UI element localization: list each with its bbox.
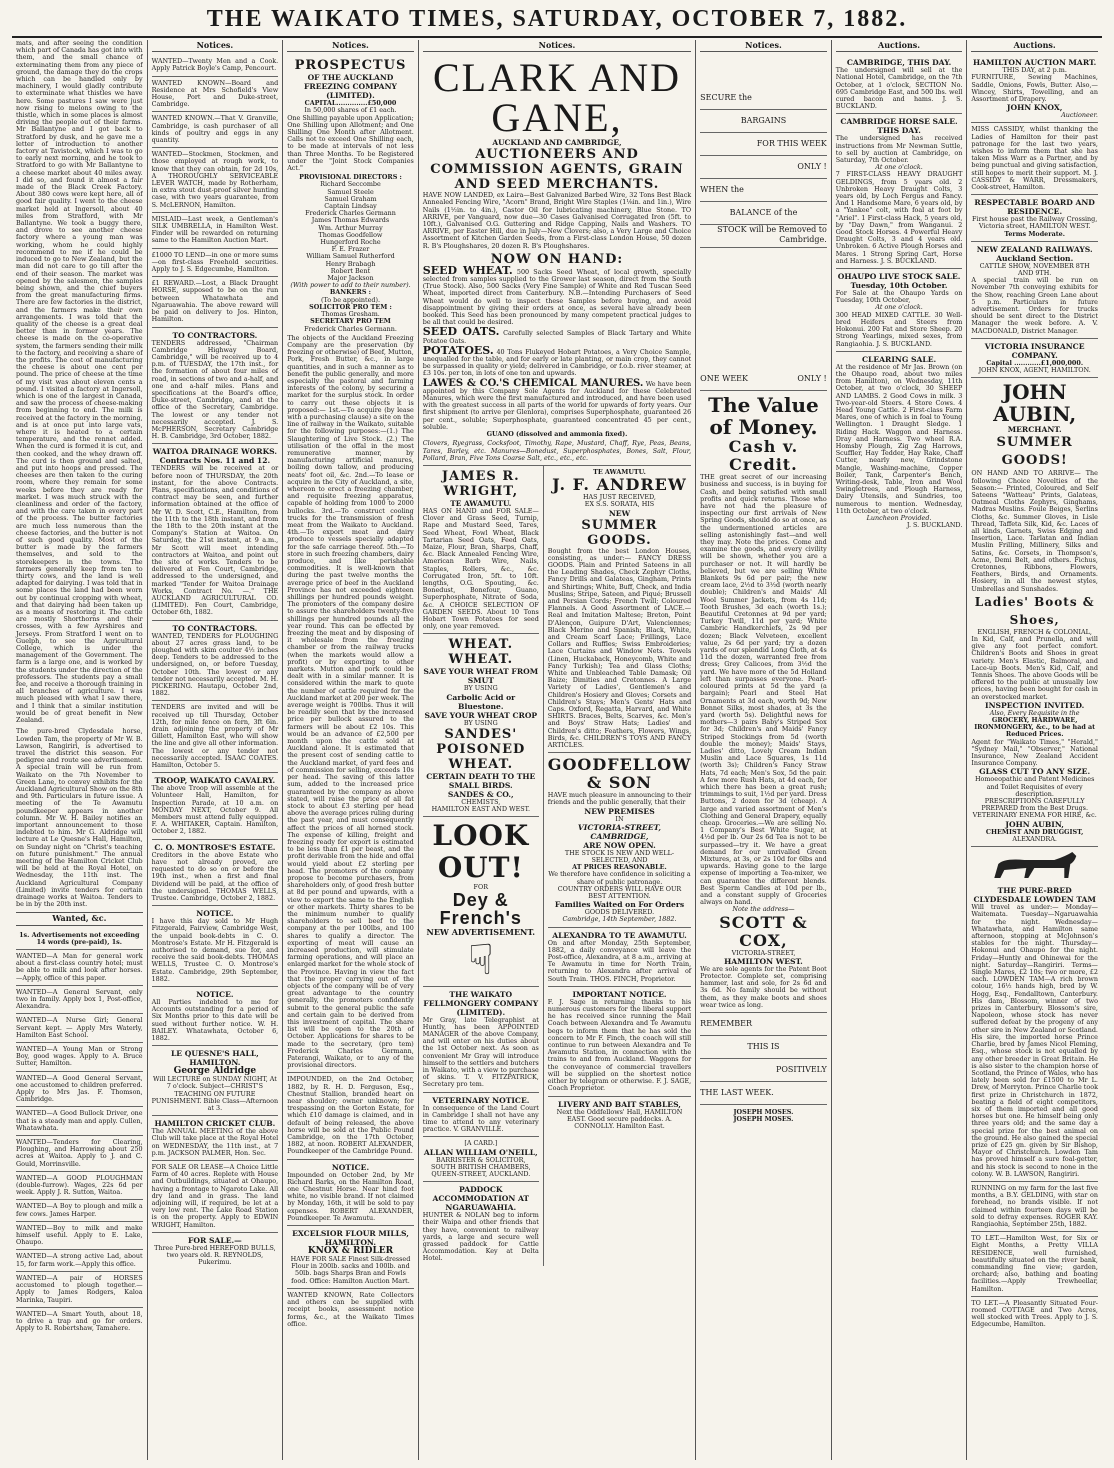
running-text: RUNNING on my farm for the last five months, a B.Y. GELDING, with star on forehead, no brands visible. If not claimed within fourteen days will be sold to defray expenses. ROGER KAY. Rangiaohia, September 25th, 1882. [971,1182,1098,1232]
rail-show: CATTLE SHOW, NOVEMBER 8TH AND 9TH. [979,261,1090,278]
andrew-summer: SUMMER GOODS. [581,517,658,548]
auctioneer: Auctioneer. [1061,111,1098,120]
wanted-ad: WANTED—A Good Bullock Driver, one that is a steady man and apply. Cullen, Whatawhata. [16,1107,143,1136]
premises-street: VICTORIA-STREET, CAMBRIDGE, [577,822,662,841]
livery-heading: LIVERY AND BAIT STABLES, [558,1099,681,1109]
boots-heading: Ladies' Boots & Shoes, [974,594,1095,627]
forsale-heading: FOR SALE.— [188,1235,242,1245]
director: Thomas Goodfellow [318,230,383,239]
cambridge-text: The undersigned will sell at the National Hotel, Cambridge, on the 7th October, at 1 o'clock, SECTION No. 695 Cambridge East, and 500 lbs. well cured bacon and hams. J. S. BUCKLAND. [835,66,963,111]
wheat-by-2: BY USING [463,718,498,727]
column-1 [12,40,148,1460]
forsale-text: Three Pure-bred HEREFORD BULLS, two years old. R. REYNOLDS, Pukerimu. [154,1243,276,1267]
column-7 [967,40,1102,1460]
mart-day: THIS DAY, at 2 p.m. [1002,66,1067,75]
solicitor-heading: SOLICITOR PRO TEM : [309,302,392,311]
knox-heading: KNOX & RIDLER [307,1246,394,1257]
director: Wm. Arthur Murray [318,223,383,232]
guano: GUANO (dissolved and ammonia fixed). [486,430,628,439]
waitoa-text: TENDERS will be received at or before noon of THURSDAY, the 20th instant, for the above Contracts. Plans, specifications, and conditions of contract may be seen, and further information obtained at the office of Mr W. D. Scott, C.E., Hamilton, from the 11th to the 18th instant, and from the 18th to the 20th instant at the Company's Station at Waitoa. On Saturday, the 21st instant, at 9 a.m., Mr Scott will meet intending contractors at Waitoa, and point out the site of works. Tenders to be delivered at Fen Court, Cambridge, addressed to the undersigned, and marked "Tender for Waitoa Drainage Works, Contract No. —." THE AUCKLAND AGRICULTURAL CO. (LIMITED). Fen Court, Cambridge, October 6th, 1882. [151,464,279,617]
capital-sub: In 50,000 shares of £1 each. [304,106,397,115]
potatoes-heading: POTATOES. [422,343,494,357]
director: Samuel Graham [324,194,377,203]
lequesne-text: Will LECTURE on SUNDAY NIGHT, At 7 o'clock. Subject—CHRIST'S TEACHING ON FUTURE PUNISHMENT. Bible Class—Afternoon at 3. [151,1075,279,1112]
contractors-text: TENDERS addressed, "Chairman Cambridge Highway Board, Cambridge," will be received up to 4 p.m. of TUESDAY, the 17th inst., for the formation of about four miles of road, in sections of two and a-half, and one and a-half miles. Plans and specifications at the Board's office, Duke-street, Cambridge, and at the office of the Secretary, Cambridge. The lowest or any tender not necessarily accepted. J. S. McPHERSON, Secretary Cambridge H. B. Cambridge, 3rd October, 1882. [151,338,279,441]
vet-heading: VETERINARY NOTICE. [432,1095,530,1105]
wanted-ad: WANTED—A Smart Youth, about 18, to drive a trap and go for orders. Apply to R. Robertshaw, Tamahere. [16,1309,143,1333]
wheat-carbolic: Carbolic Acid or Bluestone. [446,692,516,711]
cricket-heading: HAMILTON CRICKET CLUB. [154,1119,276,1129]
wanted-rates: 1s. Advertisements not exceeding 14 words (pre-paid), 1s. [16,929,143,950]
notice-ad: MISLAID—Last week, a Gentleman's SILK UMBRELLA, in Hamilton West. Finder will be rewarded on returning same to the Hamilton Auction Mart. [152,213,279,249]
pointing-hand-icon: ☟ [468,934,494,984]
important-heading: IMPORTANT NOTICE. [572,989,667,999]
wright-sub: TE AWAMUTU. [450,498,512,508]
goodfellow-heading: GOODFELLOW & SON [547,755,692,793]
wanted-ad: WANTED—A GOOD PLOUGHMAN (double-furrow). Wages, 22s 6d per week. Apply J. R. Sutton, Waitoa. [16,1172,143,1201]
bankers-heading: BANKERS : [329,288,372,297]
prices: AT PRICES REASONABLE. [572,863,667,872]
cassidy-text: MISS CASSIDY, whilst thanking the Ladies of Hamilton for their past patronage for the last two years, wishes to inform them that she has taken Miss Warr as a Partner, and by being punctual and giving satisfaction, still hopes to merit their support. M. J. CASSIDY & WARR, Dressmakers, Cook-street, Hamilton. [971,123,1098,195]
horse-sale-time: At one o'clock. [875,163,923,172]
poisoned-wheat: POISONED WHEAT. [436,741,526,772]
rail-sub: Auckland Section. [996,253,1074,263]
dey-french: Dey & French's [439,890,522,929]
cricket-text: The ANNUAL MEETING of the above Club will take place at the Royal Hotel on WEDNESDAY, the 11th inst., at 7 p.m. JACKSON PALMER, Hon. Sec. [151,1127,279,1157]
wheat-by: BY USING [463,684,498,693]
column-4 [419,40,696,1460]
new-premises: NEW PREMISES [584,806,655,816]
alexandra: ALEXANDRA. [1012,834,1057,843]
contractors-heading: TO CONTRACTORS. [172,330,258,340]
solicitor: Thomas Gresham. [321,310,380,319]
wanted-ad: WANTED—Tenders for Clearing, Ploughing, and Harrowing about 250 acres at Waitoa. Apply to J. and C. Gould, Morrinsville. [16,1136,143,1172]
column-heading: Notices. [287,40,414,52]
ohaupo-date: Tuesday, 10th October. [850,281,948,291]
one-week-only: ONLY ! [797,374,827,384]
prescriptions: PRESCRIPTIONS CAREFULLY PREPARED from the Best Drugs. VETERINARY ENEMA FOR HIRE, &c. [972,797,1097,820]
column-2 [148,40,284,1460]
director: F. E. Frazer [331,245,370,254]
objects-text: The objects of the Auckland Freezing Company are the preservation (by freezing or otherwise) of Beef, Mutton, Pork, Fresh Butter, &c., in large quantities, and in such a manner as to benefit the public generally, and more especially the pastoral and farming interests of the colony, by securing a market for the surplus stock. In order to carry out these objects it is proposed:— 1st.—To acquire (by lease with a purchasing clause) a site on the line of railway in the Waikato, suitable for the following purposes:—(1.) The Slaughtering of Live Stock. (2.) The utilisation of the offal in the most remunerative manner, by manufacturing artificial manures, boiling down tallow, and producing neats' foot oil, &c. 2nd.—To lease or acquire in the City of Auckland, a site, whereon to erect a freezing chamber, and requisite freezing apparatus, capable of holding from 1000 to 2000 bullocks. 3rd.—To construct cooling trucks for the transmission of fresh meat from the Waikato to Auckland. 4th.—To export meat and dairy produce to vessels specially adapted for the safe carriage thereof. 5th.—To store in such freezing chambers, dairy produce, and like perishable commodities. It is well-known that during the past twelve months the average price of beef in the Auckland Province has not exceeded eighteen shillings per hundred pounds weight. The promoters of the company desire to assure the shareholders twenty-five shillings per hundred pounds all the year round. This can be effected by freezing the meat and by disposing of it wholesale from the freezing chamber or from the railway trucks (when the markets would allow a profit) or by exporting to other markets. Mutton and pork could be dealt with in a similar manner. It is considered within the mark to quote the number of cattle required for the Auckland market at 200 per week. The average weight is 700lbs. Thus it will be readily seen that by the increased price per bullock assured to the farmers will be about £2 10s. This would be an advance of £2,500 per month upon the cattle sold at Auckland alone. It is estimated that the present cost of sending cattle to the Auckland market, of yard fees and of commission for selling, exceeds 10s per head. The saving of this latter sum, added to the increased price guaranteed by the company as above stated, will raise the price of all fat stock to about £3 sterling per head above the average prices ruling during the past year, and must consequently affect the prices of all horned stock. The expense of killing, freight and freezing ready for export is estimated to be less than £1 per beast, and the profit derivable from the hide and offal would yield about £2 sterling per head. The promoters of the company propose to become purchasers, from shareholders only, of good fresh butter at 8d per pound and upwards, with a view to export the same to the English or other markets. Thirty shares to be the minimum number to qualify shareholders to sell beef to the company at the per 100lbs, and 100 shares to qualify a director. The exporting of meat will cause an increased production, will stimulate farming operations, and will place an enlarged market for the whole stock of the Province. Having in view the fact that the proper carrying out of the objects of the company will be of very great advantage to the country generally, the promoters confidently submit to the general public the safe and certain gain to be derived from this investment of capital. The share list will be open to the 20th of October. Applications for shares to be made to the secretary, (pro tem) Frederick Charles Germann, Paterangi, Waikato, or to any of the provisional directors. [287,333,414,1070]
look-out: LOOK OUT! [432,819,530,885]
impounded-text: IMPOUNDED, on the 2nd October, 1882, by R. H. D. Ferguson, Esq., Chestnut Stallion, branded heart on near shoulder; owner unknown; for trespassing on the Gorton Estate, for which £10 damage is claimed, and in default of being released, the above horse will be sold at the Public Pound Cambridge, on the 17th October, 1882, at noon. ROBERT ALEXANDER, Poundkeeper of the Cambridge Pound. [287,1073,414,1159]
certain-death: CERTAIN DEATH TO THE SMALL BIRDS. [426,771,536,790]
wanted-ad: WANTED—A Boy to plough and milk a few cows. James Harper. [16,1200,143,1221]
sandes: SANDES' [444,726,518,742]
look-for: FOR [473,883,489,892]
alexandra-heading: ALEXANDRA TO TE AWAMUTU. [552,930,687,940]
montrose-text: Creditors in the above Estate who have not already proved, are requested to do so on or before the 19th inst., when a first and final Dividend will be paid, at the office of the undersigned. THOMAS WELLS, Trustee. Cambridge, October 2, 1882. [151,850,279,902]
andrew-ex: EX S.S. SORATA, HIS [584,500,655,509]
troop-text: The above Troop will assemble at the Volunteer Hall, Hamilton, for Inspection Parade, at 10 a.m. on MONDAY NEXT, October 9. All Members must attend fully equipped. F. A. WHITAKER, Captain. Hamilton, October 2, 1882. [151,784,279,836]
notice-heading: NOTICE. [331,1162,370,1172]
masthead [12,6,1102,38]
value-heading: The Value of Money. [708,393,819,440]
troop-heading: TROOP, WAIKATO CAVALRY. [154,776,276,786]
contractors2-heading: TO CONTRACTORS. [172,623,258,633]
glass: GLASS CUT TO ANY SIZE. [979,767,1091,777]
value-text: THE great secret of our increasing business and success, is in buying for Cash, and being satisfied with small profits and quick returns. Those who have not had the pleasure of inspecting our first arrivals of New Spring Goods, should do so at once, as the undermentioned articles are selling astonishingly fast—and well they may. Note the prices. Come and examine the goods, and every civility will be shown, whether you are a purchaser or not. It will hardly be believed, but we are selling White Blankets 9s 6d per pair; the new cream lace, 2½d to 3½d (worth nearly double); Children's and Maids' All Wool Summer Jackets, from 4s 11d; Tooth Brushes, 3d each (worth 1s.); Beautiful Cretonnes at 9d per yard; Turkey Twill, 11d per yard; White Cambric Handkerchiefs, 2s 9d per dozen; Black Velveteen, excellent value, 2s 6d per yard; try a dozen yards of our splendid Long Cloth, at 4s 11d the dozen, warranted free from dress; Grey Calicoes, from 3½d the yard. We have more of the 5d Holland left than surpasses everyone. Pearl-coloured prints at 5d the yard (a bargain); Pearl and Steel Hat Ornaments at 3d each, worth 9d; New Bonnet Silks, most shades, at 3s the yard (worth 5s). Delightful news for mothers—3 pairs Baby's Striped Sox for 3d; Children's and Maids' Fancy Striped Stockings from 5d (worth double the money); Maids' Stays, Ladies' ditto, Lovely Cream Indian Muslin and Lace Squares, 1s 11d (worth 3s); Children's Fancy Straw Hats, 7d each; Men's Sox, 5d the pair. A few more Rush Hats, at 4d each, for which there has been a great rush; trimmings to suit, 1½d per yard. Dress Buttons, 2 dozen for 3d (cheap). A large and varied assortment of Men's Clothing and General Drapery, equally cheap. Groceries.—We are selling No. 1 Company's Best White Sugar, at 4½d per lb. Our 2s 6d Tea is not to be surpassed—try it. We have a great demand for our unrivalled Green Mixtures, at 3s, or 2s 10d for 6lbs and upwards. Having gone to the large expense of importing a Tea-mixer, we can guarantee the different blends. Best Sperm Candles at 10d per lb., and a constant supply of Groceries always on hand. [700,473,827,907]
clearing-text: At the residence of Mr Jas. Brown (on the Ohaupo road, about two miles from Hamilton), on Wednesday, 11th October, at two o'clock, 30 SHEEP AND LAMBS. 2 Good Cows in milk. 3 Two-year-old Steers. 4 Store Cows. 4 Head Young Cattle. 2 First-class Farm Mares, one of which is in foal to Young Wellington. 1 Draught Sledge. 1 Riding Hack. Waggon and Harness. Dray and Harness. Two wheel R.A. Homsby Plough, Zig Zag Harrows, Scuffler, Hay Tedder, Hay Rake, Chaff Cutter, nearly new, Grindstone Mangle, Washing-machine, Copper Boiler, Tank, Carpenter's Bench, Writing-desk, Table, Iron and Wool Swingletrees, and Plough Harness, Dairy Utensils, and Sundries, too numerous to mention. Wednesday, 11th October, at two o'clock. [835,362,963,515]
column-heading: Auctions. [836,40,963,52]
seed-oats-text: Carefully selected Samples of Black Tartary and White Potatoe Oats. [422,329,692,345]
victoria-capital: Capital ............£1,000,000. [986,358,1084,367]
sandes-address: HAMILTON EAST AND WEST. [431,804,530,813]
clark-gane-sub: AUCKLAND AND CAMBRIDGE, [492,138,622,148]
important-text: F. J. Sage in returning thanks to his numerous customers for the liberal support he has received since running the Mail Coach between Alexandra and Te Awamutu begs to inform them that he has sold the concern to Mr F. Finch, the coach will still continue to run between Alexandra and Te Awamutu Station, in connection with the trains to and from Auckland. Waggons for the conveyance of commercial travellers will be supplied on the shortest notice either by telegram or otherwise. F. J. SAGE, Coach Proprietor. [547,997,692,1093]
waitoa-sub: Contracts Nos. 11 and 12. [159,456,271,466]
oneill-address: SOUTH BRITISH CHAMBERS, [430,1162,531,1171]
wright-heading: JAMES R. WRIGHT, [441,468,520,499]
andrew-sub: HAS JUST RECEIVED, [582,493,656,502]
fellmongery-text: Mr Gray, late Telegraphist at Huntly, has been APPOINTED MANAGER of the above Company, and will enter on his duties about the 1st October next. As soon as convenient Mr Gray will introduce himself to the settlers and butchers in Waikato, with a view to purchase of skins. T. V. FITZPATRICK, Secretary pro tem. [422,1015,539,1089]
notice1-heading: NOTICE. [196,909,234,919]
notice-ad: WANTED—Twenty Men and a Cook. Apply Patrick Boyle's Camp, Pencourt. [152,55,279,76]
clark-gane-text: HAVE NOW LANDED, ex Laira—Best Galvanized Barbed Wire, 32 Tons Best Black Annealed Fencing Wire, "Acorn" Brand, Bright Wire Staples (1⅛in. and 1in.), Wire Nails (1½in. to 4in.), Castor Oil for lubricating machinery, Blue Stone. TO ARRIVE, per Vanguard, now due—30 Cases Galvanised Corrugated Iron (5ft. to 10ft.), Galvanised O.G. Guttering and Ridge Capping, Nails and Washers. TO ARRIVE, per Easter Hill, due in July—New Clovers; also, a Very Large and Choice Assortment of Kitchen Garden Seeds, from a First-class London House, 50 dozen R. B's Ploughshares, 20 dozen R. B's Ploughshares. [422,191,692,250]
families: Families Waited on For Orders [554,900,685,910]
wanted-ad: WANTED—A pair of HORSES accustomed to plough together.—Apply to James Rodgers, Kaloa Marinka, Taupiri. [16,1272,143,1308]
note-address: Note the address— [732,905,795,914]
wheat-save: SAVE YOUR WHEAT FROM SMUT [423,667,539,686]
lease-text: FOR SALE OR LEASE—A Choice Little Farm of 40 acres. Replete with House and Outbuildings, situated at Ohaupo, having a frontage to Ngaroto Lake. All dry land and in grass. The land adjoining will, if required, be let at a very low rent. The Lake Road Station is on the property. Apply to EDWIN WRIGHT, Hamilton. [152,1161,279,1233]
seed-wheat-heading: SEED WHEAT. [422,263,513,277]
notice-ad: WANTED KNOWN—Board and Residence at Mrs Schofield's View House, Port and Duke-street, Cambridge. [152,77,279,113]
grocery: GROCERY, HARDWARE, IRONMONGERY, &c., to be had at Reduced Prices. [974,715,1096,739]
board-text: First house past the Railway Crossing, Victoria street, HAMILTON WEST. [972,215,1098,231]
capital: CAPITAL..............£50,000 [304,99,397,108]
stock-text: THE STOCK IS NEW AND WELL-SELECTED, AND [564,848,675,865]
board-heading: RESPECTABLE BOARD AND RESIDENCE. [974,198,1095,217]
new-advertisement: NEW ADVERTISEMENT. [426,927,536,938]
when-the: WHEN the [700,179,827,202]
aubin-text: ON HAND AND TO ARRIVE— The following Choice Novelties of the Season:— Printed, Coloured, and Self Sateens "Watteau" Prints, Galateas, Oatmeal Cloths Zephyrs, Ginghams, Madras Muslins. Foule Beiges, Serlins Cloths, &c. Summer Gloves, in Lisle Thread, Taffeta Silk, Kid, &c. Laces of all kinds, Garnets, Swiss Edging and Insertion, Lace. Tarlatan and Indian Muslin Frilling, Millinery, Silks and Satins, &c. Corsets, in Thompson's, Acme, Demi Belt, and others. Fichus, Cretonnes, Ribbons, Flowers, Feathers, Birds, and Ornaments. Hosiery, in all the newest styles, Umbrellas and Sunshades. [971,469,1098,593]
scott-cox-sub: VICTORIA-STREET, [731,948,796,957]
oneill-heading: ALLAN WILLIAM O'NEILL, [423,1147,538,1157]
clark-gane-heading: CLARK AND GANE, [432,55,681,141]
tolet-text: TO LET.—Hamilton West, for Six or Eight Months, a Pretty VILLA RESIDENCE, well furnished, beautifully situated on the river bank, commanding fine view; garden, orchard; also, bathing and boating facilities.—Apply Trewheellar, Hamilton. [971,1232,1098,1297]
andrew-location: TE AWAMUTU. [593,467,646,476]
director: Richard Seccombe [320,180,381,189]
wanted-known: WANTED KNOWN, Rate Collectors and others can be supplied with receipt books, assessment notice forms, &c., at the Waikato Times office. [287,1290,414,1328]
tolet-text-2: TO LET.—A Pleasantly Situated Four-roomed COTTAGE and Two Acres, well stocked with Trees. Apply to J. S. Edgecumbe, Hamilton. [971,1298,1098,1329]
ohaupo-text: For Sale at the Ohaupo Yards on Tuesday, 10th October, [835,289,963,305]
victoria-heading: VICTORIA INSURANCE COMPANY. [984,341,1085,360]
fellmongery-heading: THE WAIKATO FELLMONGERY COMPANY (LIMITED). [423,989,539,1017]
notice-text: Impounded on October 2nd, by Mr Richard Barks, on the Hamilton Road, one Chestnut Horse. Near hind foot white, no visible brand. If not claimed by Monday, 16th, it will be sold to pay expenses. ROBERT ALEXANDER, Poundkeeper. Te Awamutu. [287,1170,414,1222]
andrew-heading: J. F. ANDREW [552,475,687,495]
secretary-heading: SECRETARY PRO TEM [310,317,391,326]
horse-sale-text: The undersigned has received instructions from Mr Newman Suttle, to sell by auction at Cambridge, on Saturday, 7th October. [835,134,963,165]
column-heading: Notices. [423,40,691,52]
notice-ad: £1 REWARD.—Lost, a Black Draught HORSE, supposed to be on the run between Whatawhata and Ngaruawahia. The above reward will be paid on delivery to Jos. Hinton, Hamilton. [152,277,279,327]
ohaupo-heading: OHAUPO LIVE STOCK SALE. [837,272,961,282]
last-week: THE LAST WEEK. [700,1082,827,1105]
victoria-agent: JOHN KNOX, AGENT, HAMILTON. [978,366,1091,375]
director: James Thomas Edwards [311,216,390,225]
director: Samuel Steele [327,187,374,196]
luncheon: Luncheon Provided. [866,513,932,522]
montrose-heading: C. O. MONTROSE'S ESTATE. [154,842,276,852]
director: Hungerford Roche [320,238,381,247]
directors-heading: PROVISIONAL DIRECTORS : [299,173,402,182]
goodfellow-date: Cambridge, 14th September, 1882. [562,915,677,924]
positively: POSITIVELY [700,1059,827,1082]
aubin-heading-2: JOHN AUBIN, [1005,819,1064,829]
potatoes-text: 40 Tons Flukeyed Hobart Potatoes, a Very Choice Sample, unequalled for the table, and for early or late planting, or main crop, they cannot be surpassed in quality or yield; delivered in Cambridge, or f.o.b. river steamer, at £3 10s. per ton, in lots of one ton and upwards. [422,347,692,378]
column-heading: Notices. [700,40,827,52]
director: Robert Bent [330,266,371,275]
tenders-text: TENDERS are invited and will be received up till Thursday, October 12th, for mile fence on fern, 3ft 6in. drain adjoining the property of Mr Gillett, Hamilton East, who will show the line and give all other information. The lowest or any tender not necessarily accepted. ISAAC COATES. Hamilton, October 5. [152,701,279,773]
scott-cox-sub-2: HAMILTON WEST. [724,956,803,966]
contractors2-text: WANTED, TENDERS for PLOUGHING about 27 acres grass land, to be ploughed with skim coulter 4½ inches deep. Tenders to be addressed to the undersigned, on, or before Tuesday, October 10th. The lowest or any tender not necessarily accepted. M. H. PICKERING. Hautapu, October 2nd, 1882. [151,631,279,698]
waitoa-heading: WAITOA DRAINAGE WORKS. [152,447,278,457]
goodfellow-text: HAVE much pleasure in announcing to their friends and the public generally, that their [547,791,692,807]
joseph-moses: JOSEPH MOSES. [733,1108,794,1117]
clearing-signature: J. S. BUCKLAND. [906,521,963,530]
clearing-heading: CLEARING SALE. [861,354,937,364]
prospectus-heading: PROSPECTUS [294,58,407,74]
wheat-heading: WHEAT. WHEAT. [448,637,514,668]
only: ONLY ! [700,156,827,179]
wanted-ad: WANTED—A Nurse Girl; General Servant kept. — Apply Mrs Waterly, Hamilton East School. [16,1014,143,1043]
wanted-ad: WANTED—Boy to milk and make himself useful. Apply to E. Lake, Ohaupo. [16,1222,143,1251]
column-5 [696,40,832,1460]
notice-ad: WANTED—Stockmen, Stockmen, and those employed at rough work, to know that they can obtain, for 2d 10s, A THOROUGHLY SERVICEABLE LEVER WATCH, made by Rotherham, in extra stout dust-proof silver hunting case, with two years guarantee, from S. McLERNON, Hamilton. [152,148,279,213]
one-week: ONE WEEK [700,374,748,384]
knox-name: JOHN KNOX, [1006,103,1063,113]
notice-ad: WANTED KNOWN.—That V. Granville, Cambridge, is cash purchaser of all kinds of poultry and eggs in any quantity. [152,112,279,148]
remember: REMEMBER [700,1013,827,1036]
knox-text: HAVE FOR SALE Finest Silk-dressed Flour in 200lb. sacks and 100lb. and 50lb. bags Sharps Bran and Fowls food. Office: Hamilton Auction Mart. [290,1255,411,1285]
notice-ad: £1000 TO LEND—in one or more sums—on first-class Freehold securities. Apply to J. S. Edgecumbe, Hamilton. [152,249,279,278]
horse-icon [971,850,1098,884]
chemist: CHEMIST AND DRUGGIST, [985,827,1084,836]
summer-goods: SUMMER GOODS! [996,435,1073,469]
paddock-heading: PADDOCK ACCOMMODATION AT NGARUAWAHIA. [432,1185,530,1213]
wanted-ad: WANTED—A Young Man or Strong Boy, good wages. Apply to A. Bruce Sutter, Hamilton. [16,1043,143,1072]
notice1-text: I have this day sold to Mr Hugh Fitzgerald, Fairview, Cambridge West, the unpaid book-debts in C. O. Montrose's Estate. Mr H. Fitzgerald is authorised to demand, sue for, and receive the said book-debts. THOMAS WELLS, Trustee C. O. Montrose's Estate. Cambridge, 29th September, 1882. [151,917,279,983]
bankers: (To be appointed). [320,295,380,304]
seed-oats-heading: SEED OATS. [422,325,500,339]
secure: SECURE the [700,87,827,110]
board-terms: Terms Moderate. [1004,229,1065,238]
excelsior-heading: EXCELSIOR FLOUR MILLS, HAMILTON. [292,1229,409,1248]
masthead-title: THE WAIKATO TIMES, SATURDAY, OCTOBER 7, 1882. [206,6,908,32]
bargains: BARGAINS [700,110,827,133]
cash-credit: Cash v. Credit. [728,437,799,475]
mart-text: FURNITURE, Sewing Machines, Saddle, Onions, Fowls, Butter. Also,— Wincey, Shirts, Towelling, and an Assortment of Drapery. [971,73,1098,104]
director: Captain Lindsay [324,202,377,211]
now-on-hand: NOW ON HAND: [490,251,624,267]
columns [12,40,1102,1460]
now-open: ARE NOW OPEN. [583,840,656,850]
chemists: CHEMISTS, [461,797,501,806]
notice2-text: All Parties indebted to me for Accounts outstanding for a period of Six Months prior to this date will be sued without further notice. W. H. BAILEY. Whatawhata, October 6, 1882. [151,997,279,1042]
boots-sub: ENGLISH, FRENCH & COLONIAL, [977,627,1092,636]
clydesdale-text: Will travel as under:— Monday—Waitemata. Tuesday—Ngaruawahia for the night. Wednesday—Whatawhata, and Hamilton same afternoon, stopping at McJohnson's stables for the night. Thursday—Hokonui and Ohaupo for the night. Friday—Huntly and Ohinewai for the night. Saturday—Rangiriri. Terms—Single Mares, £2 10s; two or more, £2 each. LOWDEN TAM—A rich brown colour, 16½ hands high, bred by W. Hogg, Esq., Fendalltown, Canterbury. His dam, Blossom, winner of two prizes in Canterbury. Blossom's sire, Napoleon, whose stock has never suffered defeat by the progeny of any other sire in New Zealand or Scotland. His sire, the imported horse Prince Charlie, bred by James Nicol Fleming, Esq., whose stock is not equalled by any other breeder in Great Britain. He is also sister to the champion horse of Scotland, the Prince of Wales, who has lately been sold for £1500 to Mr L. Drew, of Merryton. Prince Charlie took first prize in Christchurch in 1872, beating a field of eight competitors, six of them imported and all good horses but one. He himself being only three years old; and the same day a special prize for the best animal on the ground. He also gained the special prize of £25 gn. given by Sir Bishop, Mayor of Christchurch. Lowden Tam has proved himself a sure foal-getter, and his stock is second to none in the colony. W. B. LAWSON, Rangiriri. [971,903,1098,1178]
wright-text: HAS ON HAND and FOR SALE— Clover and Grass Seed, Turnip, Rape and Mustard Seed, Tares, Seed Wheat, Fowl Wheat, Black Tartarian Seed Oats, Feed Oats, Maize, Flour, Bran, Sharps, Chaff, &c. Black Annealed Fencing Wire, American Barb Wire, Nails, Staples, Rollers, &c., &c. Corrugated Iron, 5ft. to 10ft. lengths, O.G. Spouting, &c. Bonedust, Bonefour, Guano, Superphosphate, Nitrate of Soda, &c. A CHOICE SELECTION OF GARDEN SEEDS. About 10 Tons Hobart Town Potatoes for seed only, one year removed. [422,506,539,631]
boots-text: In Kid, Calf, and Prunella, and will give any foot perfect comfort. Children's Boots and Shoes in great variety. Men's Elastic, Balmoral, and Lace-up Boots. Men's Kid, Calf, and Tennis Shoes. The above Goods will be offered to the public at unusually low prices, having been bought for cash in an overstocked market. [971,634,1098,701]
local-news: The pure-bred Clydesdale horse, Lowden Tam, the property of Mr W. B. Lawson, Rangiriri, is advertised to travel the district this season. For pedigree and route see advertisement. A special train will be run from Waikato on the 7th November to Green Lane, to convey exhibits for the Auckland Agricultural Show on the 8th and 9th. Particulars in future issue. A meeting of the Te Awamutu poundkeeper appears in another column. Mr W. H. Bailey notifies an important announcement to those indebted to him. Mr G. Aldridge will lecture at Le Quesne's Hall, Hamilton, on Sunday night on "Christ's teaching on future punishment." The annual meeting of the Hamilton Cricket Club will be held at the Royal Hotel, on Wednesday, the 11th inst. The Auckland Agricultural Company (Limited) invite tenders for certain drainage works at Waitoa. Tenders to be in by the 20th inst. [16,727,143,909]
director: Frederick Charles Germann [305,209,396,218]
notice2-heading: NOTICE. [196,989,234,999]
andrew-text: Bought from the best London Houses, consisting, as under:— FANCY DRESS GOODS. Plain and Printed Sateens in all the Leading Shades, Check Zephyr Cloths, Fancy Drills and Galateas, Gingham, Prints and Shirtings; White, Buff, Check, and India Muslins; Stripe, Sateen, and Piqué; Brussell and Persian Cords; French Twill; Coloured Flannels. A Good Assortment of LACE.—Real and Imitation Maltese; Breton, Point D'Alençon, Guipure D'Art, Valenciennes; Black Merino and Spanish; Black, White, and Cream Scarf Lace; Frillings, Lace Collars and Ruffles; Swiss Embroideries; Lace Curtains and Window Nets. Towels (Linen, Huckaback, Honeycomb, White and Fancy Turkish); Tea and Glass Cloths; White and Unbleached Table Damask; Oil Baize; Dimities and Cretonnes. A Large Variety of Ladies', Gentlemen's and Children's Hosiery and Gloves; Corsets and Children's Stays; Men's Gents' Hats and Caps. Oxford, Regatta, Harvard, and White SHIRTS. Braces, Belts, Scarves, &c. Men's and Boys' Straw Hats; Ladies' and Children's ditto; Feathers, Flowers, Wings, Birds, &c. CHILDREN'S TOYS AND FANCY ARTICLES. [547,546,692,749]
merchant: MERCHANT. [1007,425,1062,435]
article-text: mats, and after seeing the condition which part of Canada has got into with them, and the small chance of exterminating them from any piece of ground, the damage they do the crops which can be handled only by machinery, I would gladly contribute to exterminate what thistles we have here. Some pastures I saw were just now rising to melons owing to the thistle, which in some places is almost driving the people out of their farms. Mr Ballantyne and I got back to Stratford by dusk, and he gave me a letter of introduction to another factory at Tavistock, which I was to go to early next morning, and he took to Stratford to go with Mr Ballantyne to a cheese market about 40 miles away. I did so, and found it almost a fair made of the Black Creek Factory. About 380 cows were kept here, all of good fair quality. I went to the cheese market held at Ingersoll, about 40 miles from Stratford, with Mr Ballantyne. We took a buggy there, and drove to see another cheese factory where a young man was working, whom he could highly recommend to me if he could be induced to go to New Zealand, but the man did not care to go till after the end of their season. The market was opened by the salesmen, the samples being shown, and the chief buyers from the great manufacturing firms. There are few factories in the district, and the farmers make their own arrangements. I was told that the quality of the cheese is a great deal better than in former years. The cheese is made on the co-operative system, the farmers sending their milk to the factory, and receiving a share of the profits. The cost of manufacturing the cheese is about one cent per pound. The price of cheese at the time of my visit was about eleven cents a pound. I visited a factory at Ingersoll, which is one of the largest in Canada, and saw the process of cheese-making from beginning to end. The milk is received at the factory in the morning, and is at once put into large vats, where it is heated to a certain temperature, and the rennet added. When the curd is formed it is cut, and then cooked, and the whey drawn off. The curd is then ground and salted, and put into hoops and pressed. The cheeses are then taken to the curing room, where they remain for some weeks before they are ready for market. I was much struck with the cleanliness and order of the factory, and with the care taken in every part of the process. The butter factories are much less numerous than the cheese factories, and the butter is not of such good quality. Most of the butter is made by the farmers themselves, and sold to the storekeepers in the towns. The farmers generally keep from ten to thirty cows, and the land is well adapted for dairying. I was told that in some places the land had been worn out by continual cropping with wheat, and that dairying had been taken up as a means of restoring it. The cattle are mostly Shorthorns and their crosses, with a few Ayrshires and Jerseys. From Stratford I went on to Guelph, to see the Agricultural College, which is under the management of the Government. The farm is a large one, and is worked by the students under the direction of the professors. The students pay a small fee, and receive a thorough training in all branches of agriculture. I was much pleased with what I saw there, and I think that a similar institution would be of great benefit in New Zealand. [16,40,143,725]
card: [A CARD.] [464,1139,498,1148]
lequesne-name: George Aldridge [173,1066,257,1077]
this-week: FOR THIS WEEK [700,133,827,156]
column-heading: Notices. [152,40,279,52]
clydesdale-heading: THE PURE-BRED CLYDESDALE LOWDEN TAM [973,886,1096,905]
wanted-ad: WANTED—A General Servant, only two in family. Apply box 1, Post-office, Alexandra. [16,986,143,1015]
this-is: THIS IS [700,1036,827,1059]
vet-text: In consequence of the Land Court in Cambridge I shall not have any time to attend to any veterinary practice. V. GRANVILLE. [422,1103,539,1134]
alexandra-text: On and after Monday, 25th September, 1882, a daily conveyance will leave the Post-office, Alexandra, at 8 a.m., arriving at Te Awamutu in time for North Train, returning to Alexandra after arrival of South Train. THOS. FINCH, Proprietor. [547,938,692,983]
horse-sale-day: THIS DAY. [877,126,921,136]
wanted-ad: WANTED—A Good General Servant, one accustomed to children preferred. Apply to Mrs Jas. F. Thomson, Cambridge. [16,1072,143,1108]
horse-sale-heading: CAMBRIDGE HORSE SALE. [840,117,958,127]
prospectus-sub: OF THE AUCKLAND FREEZING COMPANY (LIMITED). [304,73,397,101]
clovers: Clovers, Ryegrass, Cocksfoot, Timothy, Rape, Mustard, Chaff, Rye, Peas, Beans, Tares, Barley, etc. Manures—Bonedust, Superphosphates, Bones, Salt, Flour, Pollard, Bran, Five Tons Coarse Salt, etc., etc., etc. [422,439,692,462]
wanted-heading: Wanted, &c. [16,912,143,925]
clark-gane-heading-2: AUCTIONEERS AND COMMISSION AGENTS, GRAIN AND SEED MERCHANTS. [430,147,684,193]
oneill-street: QUEEN-STREET, AUCKLAND. [431,1170,531,1179]
cattle-list: 300 HEAD MIXED CATTLE. 30 Well-bred Heifers and Steers from Hokonui. 200 Fat and Store Sheep. 20 Strong Yearlings, mixed sexes, from Rangiaohia. J. S. BUCKLAND. [835,310,963,348]
prospectus-text: One Shilling payable upon Application; One Shilling upon Allotment; and One Shilling One Month after Allotment. Calls not to exceed One Shilling each, to be made at intervals of not less than Three Months. To be Registered under the "Joint Stock Companies Act." [287,113,414,173]
aubin-heading: JOHN AUBIN, [993,380,1077,427]
column-3 [283,40,419,1460]
horses-list: 7 FIRST-CLASS HEAVY DRAUGHT GELDINGS, from 5 years old. 2 Unbroken Heavy Draught Colts, 3 years old, by Loch Fergus and Fancy. And 1 Handsome Mare, 6 years old, by a "Yankee" colt, with foal at foot by "Ariel". 1 First-class Hack, 5 years old, by "Day Dawn," from Wanganui. 2 Good Stock Horses. 4 Powerful Heavy Draught Colts, 3 and 4 years old. Unbroken. 6 Active Plough Horses and Mares. 1 Strong Spring Cart, Horse and Harness. J. S. BUCKLAND. [835,170,963,265]
secretary: Frederick Charles Germann. [304,324,397,333]
director: Major Jackson [327,274,374,283]
column-heading: Auctions. [971,40,1098,52]
ohaupo-time: At one o'clock. [875,303,923,312]
cambridge-today: CAMBRIDGE, THIS DAY. [846,58,952,68]
scott-cox-heading: SCOTT & COX, [719,912,808,950]
country-orders: COUNTRY ORDERS WILL HAVE OUR BEST ATTENTION. [557,884,682,901]
director: Henry Brabagh [325,259,376,268]
confidence: We therefore have confidence in soliciting a share of public patronage. [548,870,691,886]
also-heading: Also, Every Requisite in the [989,708,1080,717]
wanted-ad: WANTED—A Man for general work about a first-class country hotel; must be able to milk and look after horses.—Apply, office of this paper. [16,950,143,986]
director: William Samuel Rutherford [306,252,395,261]
agent-text: Agent for "Waikato Times," "Herald," "Sydney Mail," "Observer," National Insurance, New Zealand Accident Insurance Company. [971,737,1098,768]
goods-delivered: GOODS DELIVERED. [584,908,655,917]
scott-cox-text: We are sole agents for the Patent Boot Protector. Complete set, comprising hammer, last and sole, for 2s 6d and 3s 6d. No family should be without them, as they make boots and shoes wear twice as long. [700,964,827,1009]
directors-note: (With power to add to their number). [290,281,411,290]
inspection: INSPECTION INVITED. [985,700,1085,710]
lequesne-heading: LE QUESNE'S HALL, HAMILTON. [170,1049,259,1068]
paddock-text: HUNTER & NOLAN beg to inform their Waipa and other friends that they have, convenient to railway yards, a large and secure well grassed paddock for Cattle Accommodation. Key at Delta Hotel. [422,1211,539,1263]
livery-text: Next the Oddfellows' Hall, HAMILTON EAST. Good secure paddocks. A. CONNOLLY. Hamilton East. [556,1107,683,1130]
joseph-moses-2: JOSEPH MOSES. [733,1115,794,1124]
oneill-sub: BARRISTER & SOLICITOR, [436,1155,526,1164]
stock-removed: STOCK will be Removed to Cambridge. [700,225,827,248]
rail-text: A special train will be run on November 7th conveying exhibits for the Show, reaching Green Lane about 5 p.m. Particulars in future advertisement. Orders for trucks should be sent direct to the District Manager the week before. A. V. MACDONALD, District Manager. [971,276,1098,335]
wanted-ad: WANTED—A strong active Lad, about 15, for farm work.—Apply this office. [16,1250,143,1271]
column-6 [832,40,968,1460]
seed-wheat-text: 500 Sacks Seed Wheat, of local growth, specially selected from samples supplied to the Grower last season, direct from the South (True Stock). Also, 500 Sacks (Very Fine Sample) of White and Red Tuscan Seed Wheat, imported direct from Canterbury. N.B.—Intending Purchasers of Seed Wheat would do well to inspect these Samples before buying, and avoid disappointment by giving their orders at once, as several have already been booked. This Seed has been pronounced by many competent practical judges to be all that could be desired. [422,267,692,327]
rail-heading: NEW ZEALAND RAILWAYS. [976,244,1093,254]
andrew-new: NEW [608,508,631,518]
manures-heading: LAWES & CO.'S CHEMICAL MANURES. [422,377,644,389]
homeopathic: Homoeopathic and Patent Medicines and Toilet Requisites of every description. [974,775,1095,798]
sandes-co: SANDES & CO., [447,789,514,799]
mart-heading: HAMILTON AUCTION MART. [972,58,1097,68]
manures-text: We have been appointed by this Company Sole Agents for Auckland for these Celebrated Manures, which were the first manufactured and introduced, and have been used with the greatest success in all parts of the world for upwards of forty years. Our first shipment (to arrive per Glenlora), comprises Superphosphate, guaranteed 26 per cent., soluble; Superphosphate, guaranteed concentrated 45 per cent., soluble. [422,379,692,431]
wheat-save-2: SAVE YOUR WHEAT CROP [424,710,538,720]
balance: BALANCE of the [700,202,827,225]
premises-in: IN [615,814,624,823]
